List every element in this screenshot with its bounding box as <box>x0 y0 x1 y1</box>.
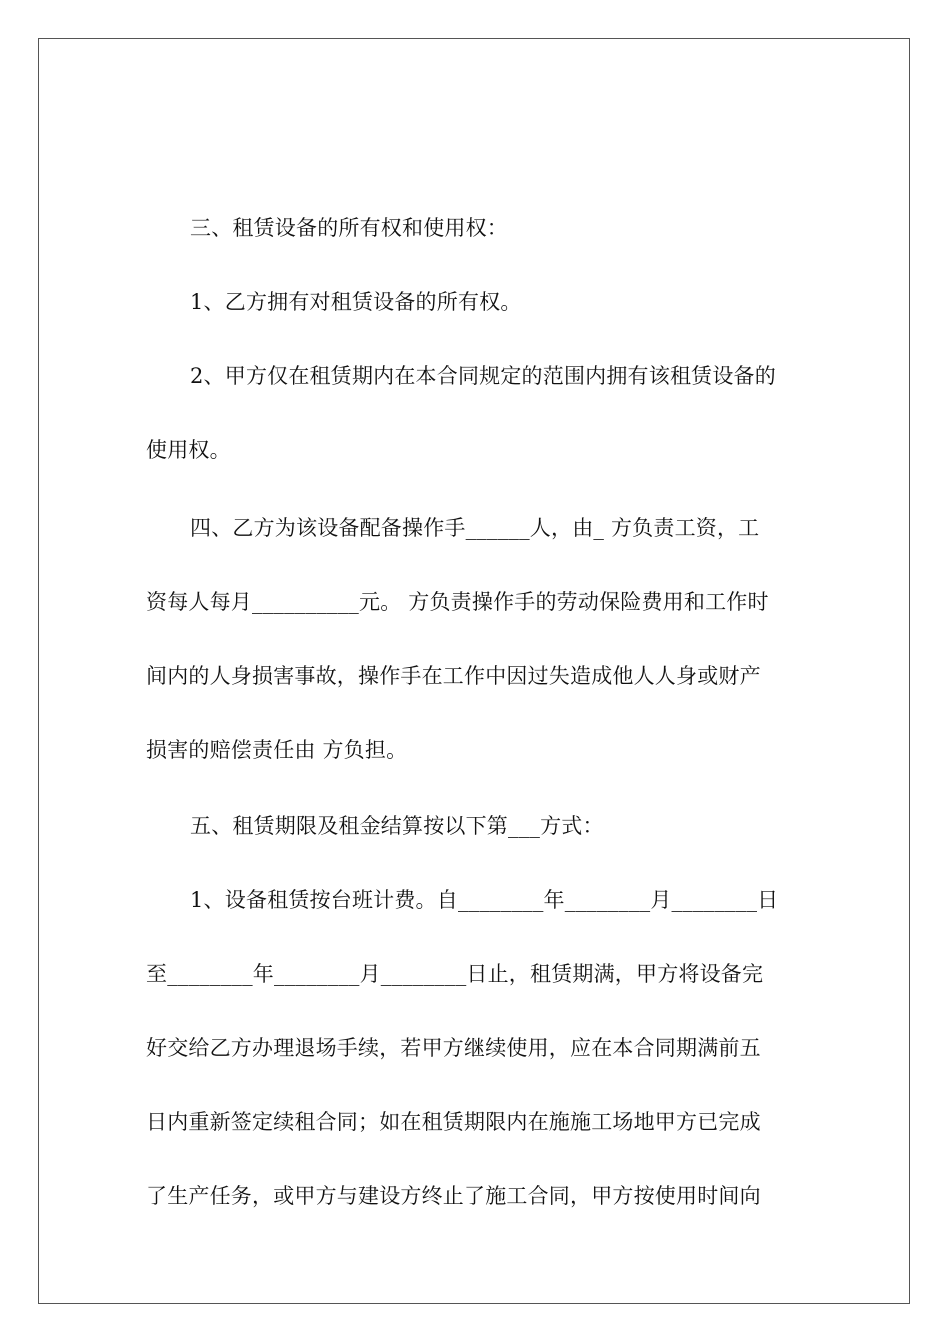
clause-5-1: 1、设备租赁按台班计费。自________年________月________日 <box>190 888 779 912</box>
clause-5-1-cont-4: 了生产任务，或甲方与建设方终止了施工合同，甲方按使用时间向 <box>146 1184 761 1208</box>
clause-5-1-cont-3: 日内重新签定续租合同；如在租赁期限内在施施工场地甲方已完成 <box>146 1110 761 1134</box>
section-heading-ownership: 三、租赁设备的所有权和使用权： <box>190 216 508 240</box>
clause-3-1: 1、乙方拥有对租赁设备的所有权。 <box>190 290 522 314</box>
clause-3-2: 2、甲方仅在租赁期内在本合同规定的范围内拥有该租赁设备的 <box>190 364 776 388</box>
section-operators-cont-2: 间内的人身损害事故，操作手在工作中因过失造成他人人身或财产 <box>146 664 761 688</box>
clause-3-2-cont: 使用权。 <box>146 438 231 462</box>
clause-5-1-cont-2: 好交给乙方办理退场手续，若甲方继续使用，应在本合同期满前五 <box>146 1036 761 1060</box>
section-operators: 四、乙方为该设备配备操作手______人，由_ 方负责工资，工 <box>190 516 760 540</box>
section-operators-cont-3: 损害的赔偿责任由 方负担。 <box>146 738 408 762</box>
section-operators-cont-1: 资每人每月__________元。 方负责操作手的劳动保险费用和工作时 <box>146 590 769 614</box>
clause-5-1-cont-1: 至________年________月________日止，租赁期满，甲方将设备完 <box>146 962 764 986</box>
section-lease-term: 五、租赁期限及租金结算按以下第___方式： <box>190 814 604 838</box>
